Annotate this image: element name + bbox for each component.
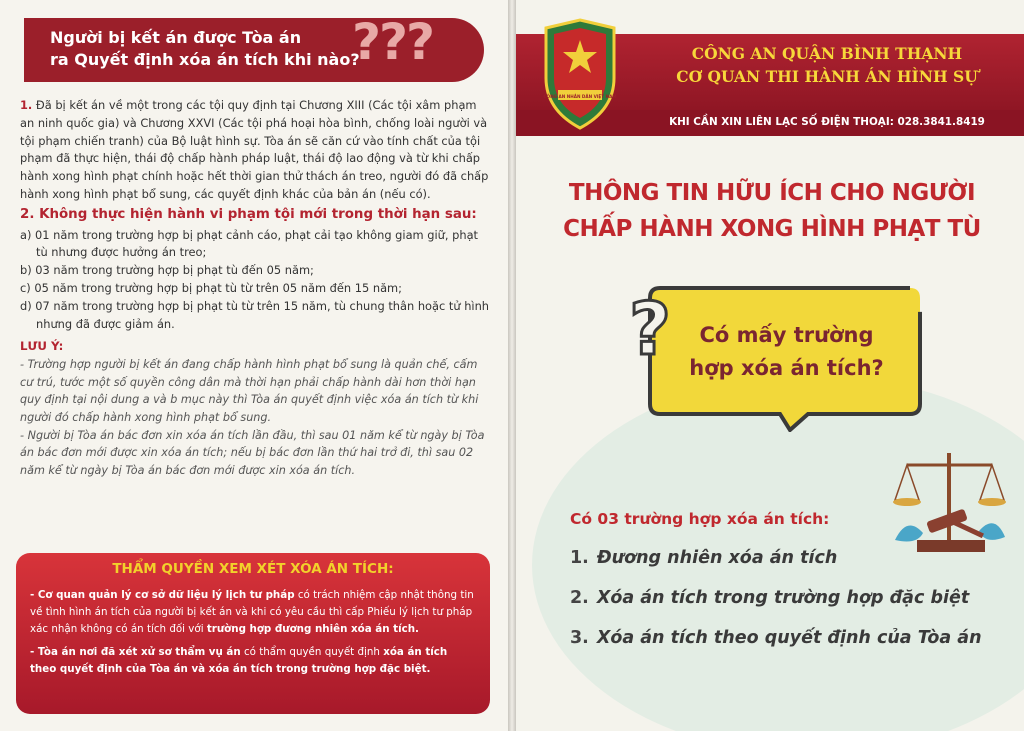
item-2-heading: 2. Không thực hiện hành vi phạm tội mới trong thời hạn sau: [20, 206, 477, 222]
authority-box [16, 553, 490, 714]
contact-phone: KHI CẦN XIN LIÊN LẠC SỐ ĐIỆN THOẠI: 028.3841.8419 [669, 116, 985, 128]
authority-para-1-body: có trách nhiệm cập nhật thông tin về tình hình án tích của người bị kết án và khi có yêu cầu thì cấp Phiếu lý lịch tư pháp xác nhận không có án tích đối với [30, 589, 474, 635]
item-1-text: Đã bị kết án về một trong các tội quy định tại Chương XIII (Các tội xâm phạm an ninh quốc gia) và Chương XXVI (Các tội phá hoại hòa bình, chống loài người và tội phạm chiến tranh) của Bộ luật hình sự. Tòa án sẽ căn cứ vào tính chất của tội phạm đã thực hiện, thái độ chấp hành pháp luật, thái độ lao động và từ khi chấp hành xong hình phạt chính hoặc hết thời gian thử thách án treo, người đó đã chấp hành xong hình phạt bổ sung, các quyết định khác của bản án (nếu có). [20, 98, 489, 201]
authority-para-2-body: có thẩm quyền quyết định [240, 646, 384, 658]
case-item [570, 578, 1020, 618]
item-2-sub-d: d) 07 năm trong trường hợp bị phạt tù từ trên 15 năm, tù chung thân hoặc tử hình nhưng đã được giảm án. [20, 298, 490, 331]
case-item [570, 618, 1020, 658]
item-2-sub-b: b) 03 năm trong trường hợp bị phạt tù đến 05 năm; [20, 263, 314, 278]
org-line-2: CƠ QUAN THI HÀNH ÁN HÌNH SỰ [676, 67, 978, 86]
item-2-sub-c: c) 05 năm trong trường hợp bị phạt tù từ trên 05 năm đến 15 năm; [20, 280, 402, 295]
authority-title: THẨM QUYỀN XEM XÉT XÓA ÁN TÍCH: [112, 561, 394, 577]
authority-para-1-end: trường hợp đương nhiên xóa án tích. [206, 623, 419, 635]
item-1 [20, 97, 490, 204]
bubble-text [659, 319, 914, 385]
item-2-sub-a: a) 01 năm trong trường hợp bị phạt cảnh cáo, phạt cải tạo không giam giữ, phạt tù nhưng được hưởng án treo; [20, 227, 479, 260]
left-body [20, 97, 490, 479]
cases-heading: Có 03 trường hợp xóa án tích: [570, 510, 830, 528]
case-text: Xóa án tích trong trường hợp đặc biệt [596, 588, 970, 608]
authority-para-2-end: xóa án tích theo quyết định của Tòa án và xóa án tích trong trường hợp đặc biệt. [30, 646, 448, 675]
org-name [632, 42, 1022, 88]
note-item-2: - Người bị Tòa án bác đơn xin xóa án tích lần đầu, thì sau 01 năm kể từ ngày bị Tòa án bác đơn mới được xin xóa án tích; nếu bị bác đơn lần thứ hai trở đi, thì sau 02 năm kể từ ngày bị Tòa án bác đơn mới được xin xóa án tích. [20, 428, 485, 477]
case-number: 1. [570, 548, 589, 568]
case-number: 3. [570, 628, 589, 648]
case-text: Xóa án tích theo quyết định của Tòa án [596, 628, 982, 648]
authority-para-1 [30, 587, 476, 638]
left-header-line1: Người bị kết án được Tòa án [50, 28, 302, 47]
brochure-fold [508, 0, 516, 731]
note-item-1: - Trường hợp người bị kết án đang chấp hành hình phạt bổ sung là quản chế, cấm cư trú, tước một số quyền công dân mà thời hạn phải chấp hành dài hơn thời hạn quy định tại nội dung a và b mục này thì Tòa án quyết định việc xóa án tích từ khi người đó chấp hành xong hình phạt bổ sung. [20, 358, 479, 424]
bubble-line-1: Có mấy trường [699, 323, 874, 347]
emblem-text: CÔNG AN NHÂN DÂN VIỆT NAM [543, 94, 617, 99]
case-number: 2. [570, 588, 589, 608]
page-title [532, 175, 1012, 247]
bubble-question-mark: ? [629, 292, 671, 371]
police-emblem-icon [540, 18, 620, 130]
item-1-number: 1. [20, 98, 33, 112]
bubble-line-2: hợp xóa án tích? [689, 356, 884, 380]
authority-para-2 [30, 644, 476, 678]
left-header-line2: ra Quyết định xóa án tích khi nào? [50, 50, 360, 69]
authority-para-1-lead: - Cơ quan quản lý cơ sở dữ liệu lý lịch tư pháp [30, 589, 295, 601]
note-heading: LƯU Ý: [20, 339, 64, 354]
case-text: Đương nhiên xóa án tích [596, 548, 838, 568]
authority-para-2-lead: - Tòa án nơi đã xét xử sơ thẩm vụ án [30, 646, 241, 658]
cases-section [570, 510, 1020, 658]
right-page [512, 0, 1024, 731]
case-item [570, 538, 1020, 578]
question-marks-decoration: ??? [352, 13, 434, 71]
title-line-1: THÔNG TIN HỮU ÍCH CHO NGƯỜI [568, 180, 976, 206]
title-line-2: CHẤP HÀNH XONG HÌNH PHẠT TÙ [563, 216, 981, 242]
org-line-1: CÔNG AN QUẬN BÌNH THẠNH [691, 44, 963, 63]
